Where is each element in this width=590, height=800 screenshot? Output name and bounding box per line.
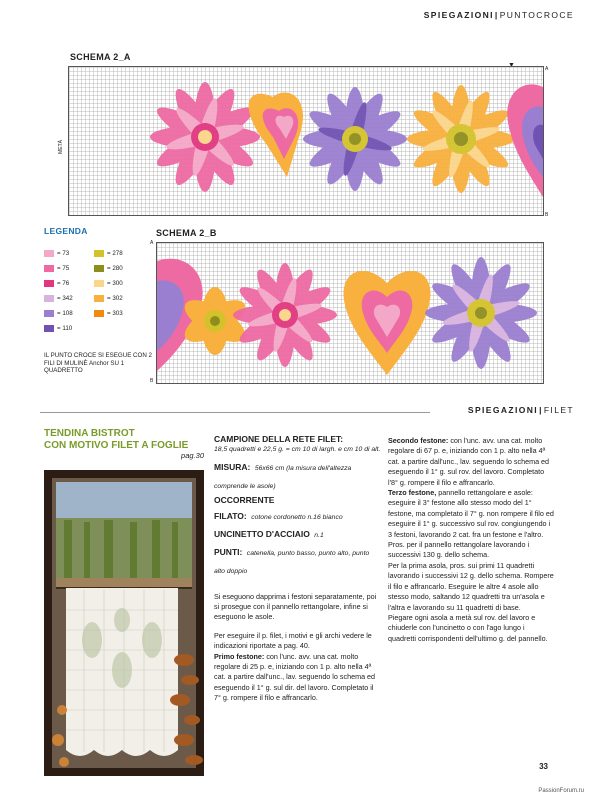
legend-label: = 73 — [57, 250, 70, 257]
legend-swatch — [94, 280, 104, 287]
header-separator: | — [539, 405, 543, 415]
paragraph-secondo-festone — [388, 436, 554, 488]
uncinetto-heading: UNCINETTO D'ACCIAIO — [214, 528, 310, 539]
schema-b-title: SCHEMA 2_B — [156, 228, 217, 238]
legend-item — [44, 246, 90, 261]
uncinetto-text: n.1 — [314, 531, 324, 539]
header-separator: | — [494, 10, 499, 20]
legend-swatch — [44, 265, 54, 272]
paragraph-piegare: Piegare ogni asola a metà sul rov. del lavoro e chiuderle con l'uncinetto o con l'ago lungo i quadretti corrispondenti dell'ultimo g. del pannello. — [388, 612, 548, 643]
instructions-column-2 — [214, 434, 382, 704]
schema-a-marker-a: A — [545, 66, 549, 72]
schema-a-grid — [68, 66, 544, 216]
legend-item — [44, 321, 90, 336]
curtain-photo — [44, 470, 204, 776]
legend-label: = 342 — [57, 295, 73, 302]
flower-purple-2 — [425, 257, 537, 369]
misura-heading: MISURA: — [214, 461, 251, 472]
schema-b-pattern — [157, 243, 543, 383]
schema-a-title: SCHEMA 2_A — [70, 52, 131, 62]
legend-swatch — [94, 250, 104, 257]
legend-item — [44, 306, 90, 321]
misura-text: 56x66 cm (la misura dell'altezza comprende le asole) — [214, 464, 352, 490]
header-right: PUNTOCROCE — [499, 10, 574, 20]
legend-column-1 — [44, 246, 90, 336]
section-divider — [40, 412, 430, 413]
legend-column-2 — [94, 246, 140, 321]
schema-b-grid — [156, 242, 544, 384]
section-header-puntocroce — [424, 10, 574, 20]
page-number: 33 — [539, 762, 548, 771]
schema-a-marker-b: B — [545, 212, 549, 218]
schema-b-marker-b: B — [150, 378, 154, 384]
legend-label: = 108 — [57, 310, 73, 317]
occorrente-heading: OCCORRENTE — [214, 494, 275, 505]
header-left: SPIEGAZIONI — [423, 10, 494, 20]
legend-swatch — [94, 265, 104, 272]
instructions-column-3 — [388, 436, 554, 644]
article-heading — [44, 428, 204, 460]
legend-label: = 278 — [107, 250, 123, 257]
paragraph-terzo-festone — [388, 488, 554, 561]
watermark: PassionForum.ru — [538, 788, 584, 794]
flower-pink-1 — [150, 82, 260, 192]
legend-label: = 75 — [57, 265, 70, 272]
filato-text: cotone cordonetto n.16 bianco — [251, 513, 343, 521]
heart-orange-2 — [344, 271, 431, 375]
section-header-filet — [468, 405, 574, 415]
article-title-line1: TENDINA BISTROT — [44, 428, 135, 439]
campione-text: 18,5 quadretti e 22,5 g. = cm 10 di largh. e cm 10 di alt. — [214, 446, 381, 453]
legend-swatch — [44, 295, 54, 302]
flower-pink-2 — [233, 263, 337, 367]
legend-swatch — [94, 310, 104, 317]
filato-heading: FILATO: — [214, 510, 247, 521]
punti-heading: PUNTI: — [214, 546, 243, 557]
legend-label: = 302 — [107, 295, 123, 302]
secondo-festone-heading: Secondo festone: — [388, 436, 449, 445]
paragraph-asole: Per la prima asola, pros. sui primi 11 quadretti lavorando i successivi 12 g. dello schema. Rompere il filo e affrancarlo. Eseguire le altre 4 asole allo stesso modo, saltando 12 quadretti tra un'asola e l'altra e lavorando su 11 quadretti di base. — [388, 560, 554, 612]
primo-festone-text: con l'unc. avv. una cat. molto regolare di 25 p. e, iniziando con 1 p. alto nella 4ª cat. a partire dall'unc., lav. seguendo lo schema ed eseguendo il 1° g. sul dir. del lavoro. Completato il 7° g. rompere il filo e affrancarlo. — [214, 651, 376, 703]
legend-swatch — [44, 310, 54, 317]
campione-heading: CAMPIONE DELLA RETE FILET: — [214, 434, 344, 444]
legend-item — [94, 306, 140, 321]
legend-item — [44, 291, 90, 306]
secondo-festone-text: con l'unc. avv. una cat. molto regolare di 67 p. e, iniziando con 1 p. alto nella 4ª cat. a partire dall'unc., lav. seguendo lo schema ed eseguendo il 1° g. sul rov. del lavoro. Completato l'8° g. rompere il filo e affrancarlo. — [388, 436, 550, 487]
header-right: FILET — [543, 405, 574, 415]
legend-label: = 76 — [57, 280, 70, 287]
legend-swatch — [44, 325, 54, 332]
terzo-festone-heading: Terzo festone, — [388, 488, 437, 498]
legend-swatch — [94, 295, 104, 302]
punti-text: catenella, punto basso, punto alto, punto alto doppio — [214, 549, 370, 575]
article-page-ref: pag.30 — [181, 451, 204, 460]
flower-orange-1 — [407, 85, 515, 193]
flower-purple-1 — [303, 87, 407, 191]
legend-item — [44, 276, 90, 291]
header-left: SPIEGAZIONI — [467, 405, 539, 415]
legend-item — [44, 261, 90, 276]
curtain-photo-illustration — [44, 470, 204, 776]
article-title-line2: CON MOTIVO FILET A FOGLIE — [44, 439, 189, 451]
legend-swatch — [44, 280, 54, 287]
legend-item — [94, 261, 140, 276]
legend-label: = 110 — [57, 325, 73, 332]
legend-label: = 300 — [107, 280, 123, 287]
schema-a-pattern — [69, 67, 543, 215]
legend-item — [94, 291, 140, 306]
legend-label: = 280 — [107, 265, 123, 272]
legend-note: IL PUNTO CROCE SI ESEGUE CON 2 FILI DI MULINÈ Anchor SU 1 QUADRETTO — [44, 352, 152, 375]
legend-title: LEGENDA — [44, 226, 88, 236]
legend-item — [94, 276, 140, 291]
legend-label: = 303 — [107, 310, 123, 317]
primo-festone-heading: Primo festone: — [214, 651, 265, 661]
paragraph-primo-festone — [214, 652, 382, 704]
terzo-festone-text: pannello rettangolare e asole: eseguire il 3° festone allo stesso modo del 1° festone, ma completato il 7° g. non rompere il filo ed eseguire il 1° g. successivo sul rov. congiungendo i 3 festoni, lavorando 2 cat. fra un festone e l'altro. Pros. per il pannello rettangolare lavorando i successivi 130 g. dello schema. — [388, 488, 554, 560]
paragraph-festoni: Si eseguono dapprima i festoni separatamente, poi si prosegue con il pannello rettangolare, infine si eseguono le asole. — [214, 591, 377, 622]
schema-b-marker-a: A — [150, 240, 154, 246]
paragraph-filet: Per eseguire il p. filet, i motivi e gli archi vedere le indicazioni riportate a pag. 40. — [214, 630, 372, 651]
legend-item — [94, 246, 140, 261]
schema-a-side-label: METÀ — [58, 140, 64, 154]
legend-swatch — [44, 250, 54, 257]
